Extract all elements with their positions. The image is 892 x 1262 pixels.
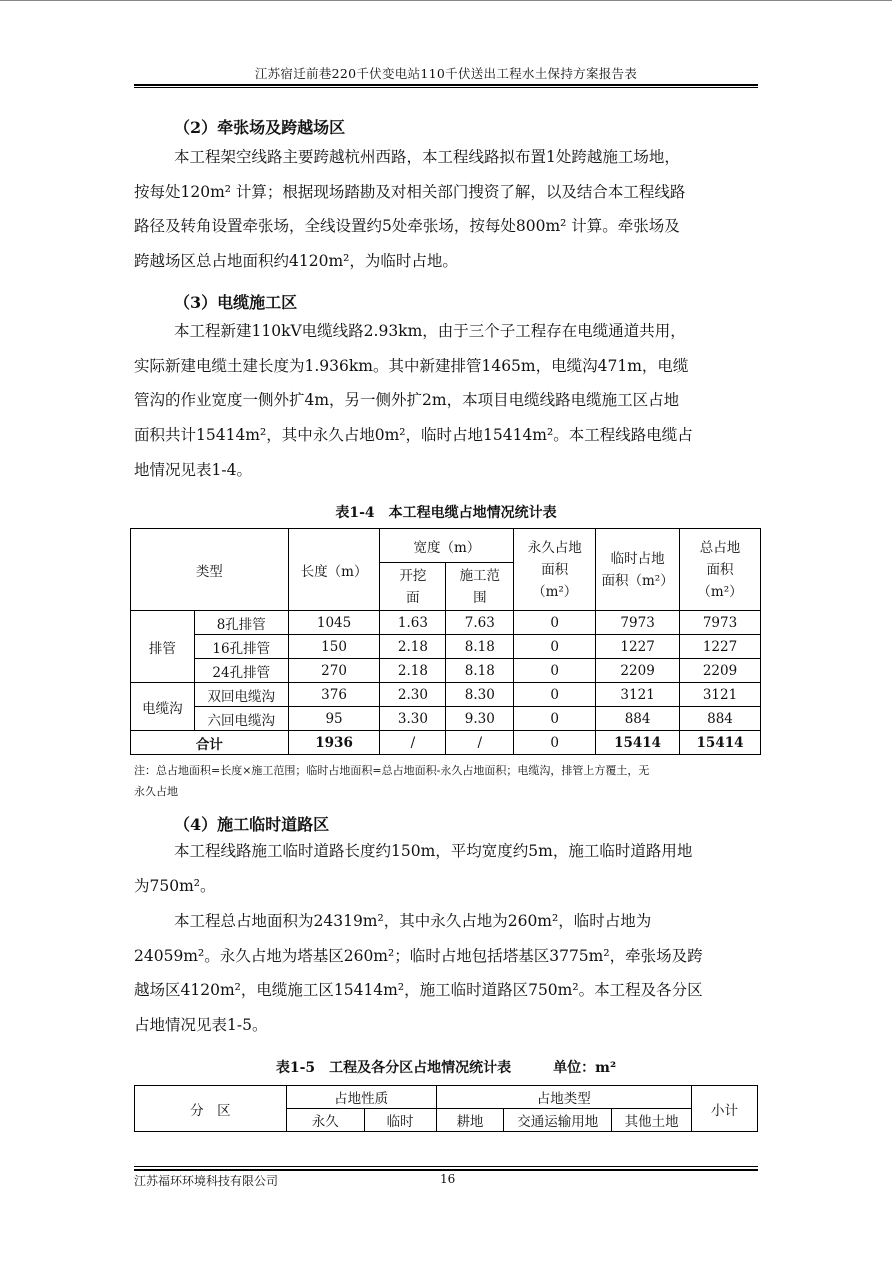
header-excavation-face: 开挖 面: [380, 563, 446, 611]
table-cell: 15414: [680, 731, 761, 755]
header-rule-thin: [134, 87, 758, 88]
table-cell: 376: [288, 683, 380, 707]
page-header: 江苏宿迁前巷220千伏变电站110千伏送出工程水土保持方案报告表: [254, 66, 638, 81]
table-cell: 8.18: [446, 635, 514, 659]
table-cell: 884: [596, 707, 680, 731]
header-other-land: 其他土地: [612, 1109, 692, 1132]
header-land-nature: 占地性质: [286, 1086, 436, 1109]
table-cell: 2.18: [380, 635, 446, 659]
paragraph-line: 管沟的作业宽度一侧外扩4m，另一侧外扩2m，本项目电缆线路电缆施工区占地: [134, 391, 680, 410]
section3-paragraph: [134, 314, 758, 488]
paragraph-line: 面积共计15414m²，其中永久占地0m²，临时占地15414m²。本工程线路电缆占: [134, 426, 693, 445]
table-1-5-caption: 表1-5 工程及各分区占地情况统计表 单位：m²: [275, 1060, 617, 1076]
table-cell: 0: [514, 731, 596, 755]
paragraph-line: 路径及转角设置牵张场，全线设置约5处牵张场，按每处800m² 计算。牵张场及: [134, 217, 680, 236]
group-label: 排管: [131, 611, 195, 683]
section-heading-3: （3）电缆施工区: [174, 293, 298, 312]
note-line: 永久占地: [134, 785, 178, 798]
paragraph-line: 本工程总占地面积为24319m²，其中永久占地为260m²，临时占地为: [174, 912, 652, 930]
table-row: [131, 683, 761, 707]
paragraph-line: 按每处120m² 计算；根据现场踏勘及对相关部门搜资了解，以及结合本工程线路: [134, 182, 686, 201]
table-cell: 3121: [680, 683, 761, 707]
header-rule: [134, 84, 758, 86]
table-row: [131, 707, 761, 731]
header-type: 类型: [131, 529, 289, 611]
header-width: 宽度（m）: [380, 529, 514, 563]
table-cell: 7973: [680, 611, 761, 635]
table-cell: 0: [514, 683, 596, 707]
header-land-type: 占地类型: [436, 1086, 692, 1109]
table-cell: 7973: [596, 611, 680, 635]
header-permanent: 永久: [286, 1109, 364, 1132]
scan-top-edge: [0, 0, 892, 1]
table-cell: 16孔排管: [194, 635, 288, 659]
table-cell: 1227: [680, 635, 761, 659]
table-note: [134, 760, 758, 802]
table-cell: 8.30: [446, 683, 514, 707]
paragraph-line: 地情况见表1-4。: [134, 460, 252, 479]
table-cell: 2.30: [380, 683, 446, 707]
footer-rule-thin: [134, 1166, 758, 1167]
group-label: 电缆沟: [131, 683, 195, 731]
table-cell: 1045: [288, 611, 380, 635]
total-label: 合计: [131, 731, 289, 755]
header-temporary-area: 临时占地 面积（m²）: [596, 529, 680, 611]
table-cell: 0: [514, 659, 596, 683]
table-cell: 1936: [288, 731, 380, 755]
header-traffic-land: 交通运输用地: [504, 1109, 612, 1132]
table-cell: /: [380, 731, 446, 755]
header-length: 长度（m）: [288, 529, 380, 611]
paragraph-line: 占地情况见表1-5。: [134, 1016, 268, 1035]
table-cell: 六回电缆沟: [194, 707, 288, 731]
table-cell: 2209: [680, 659, 761, 683]
footer-company: 江苏福环环境科技有限公司: [134, 1174, 279, 1188]
table-row: [131, 635, 761, 659]
table-1-4-caption: 表1-4 本工程电缆占地情况统计表: [335, 505, 557, 521]
paragraph-line: 本工程线路施工临时道路长度约150m，平均宽度约5m，施工临时道路用地: [174, 842, 693, 860]
table-cell: 150: [288, 635, 380, 659]
table-cell: 9.30: [446, 707, 514, 731]
table-total-row: [131, 731, 761, 755]
header-total-area: 总占地 面积 （m²）: [680, 529, 761, 611]
table-row: [131, 611, 761, 635]
footer-rule: [134, 1169, 758, 1171]
table-cell: 8.18: [446, 659, 514, 683]
table-cell: 双回电缆沟: [194, 683, 288, 707]
header-temporary: 临时: [364, 1109, 436, 1132]
paragraph-line: 越场区4120m²，电缆施工区15414m²，施工临时道路区750m²。本工程及各分区: [134, 981, 703, 1000]
table-cell: 2.18: [380, 659, 446, 683]
section2-paragraph: [134, 140, 758, 279]
table-cell: 1227: [596, 635, 680, 659]
table-1-4: [130, 528, 761, 755]
table-1-5: [134, 1085, 758, 1132]
table-cell: 884: [680, 707, 761, 731]
table-cell: 0: [514, 635, 596, 659]
note-line: 注：总占地面积=长度×施工范围；临时占地面积=总占地面积-永久占地面积；电缆沟，排管上方覆土，无: [134, 764, 650, 777]
table-cell: 2209: [596, 659, 680, 683]
table-cell: 7.63: [446, 611, 514, 635]
summary-paragraph: [134, 904, 758, 1043]
header-subtotal: 小计: [692, 1086, 758, 1132]
paragraph-line: 本工程新建110kV电缆线路2.93km，由于三个子工程存在电缆通道共用，: [174, 322, 686, 340]
table-cell: 1.63: [380, 611, 446, 635]
section-heading-2: （2）牵张场及跨越场区: [174, 118, 346, 137]
table-cell: 3121: [596, 683, 680, 707]
paragraph-line: 本工程架空线路主要跨越杭州西路，本工程线路拟布置1处跨越施工场地，: [174, 148, 680, 166]
table-cell: 3.30: [380, 707, 446, 731]
table-row: [131, 659, 761, 683]
header-permanent-area: 永久占地 面积 （m²）: [514, 529, 596, 611]
table-cell: 270: [288, 659, 380, 683]
table-cell: 0: [514, 611, 596, 635]
section-heading-4: （4）施工临时道路区: [174, 815, 330, 834]
section4-paragraph: [134, 834, 758, 903]
header-construction-range: 施工范 围: [446, 563, 514, 611]
table-cell: 0: [514, 707, 596, 731]
header-zone: 分 区: [135, 1086, 287, 1132]
header-farmland: 耕地: [436, 1109, 504, 1132]
table-cell: 15414: [596, 731, 680, 755]
paragraph-line: 为750m²。: [134, 876, 216, 895]
page-number: 16: [440, 1172, 456, 1186]
paragraph-line: 24059m²。永久占地为塔基区260m²；临时占地包括塔基区3775m²，牵张场及跨: [134, 946, 703, 965]
paragraph-line: 跨越场区总占地面积约4120m²，为临时占地。: [134, 252, 458, 271]
table-cell: /: [446, 731, 514, 755]
table-cell: 24孔排管: [194, 659, 288, 683]
table-cell: 8孔排管: [194, 611, 288, 635]
paragraph-line: 实际新建电缆土建长度为1.936km。其中新建排管1465m，电缆沟471m，电缆: [134, 356, 689, 375]
table-cell: 95: [288, 707, 380, 731]
